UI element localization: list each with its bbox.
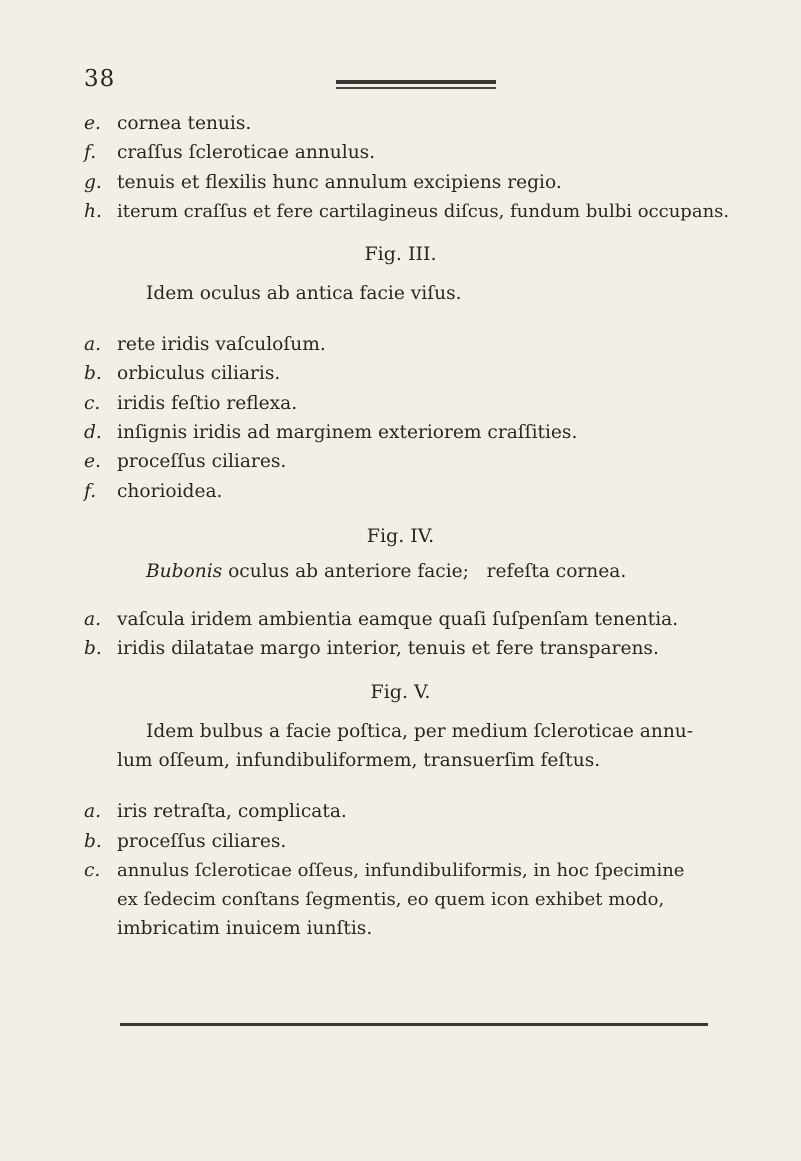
item-label: a. [84,609,101,630]
item-label: c. [84,860,101,881]
item-text: craſſus ſcleroticae annulus. [117,142,376,163]
ornament-thick-bar [336,80,496,84]
item-label: g. [84,172,102,193]
item-text: iris retraſta, complicata. [117,801,347,822]
ornament-thin-bar [336,87,496,89]
bottom-rule [120,1023,708,1026]
item-text: cornea tenuis. [117,113,252,134]
fig3-title: Fig. III. [364,243,437,265]
item-text: proceſſus ciliares. [117,831,287,852]
item-label: h. [84,201,102,222]
item-text: iridis feſtio reflexa. [117,393,298,414]
item-text: tenuis et flexilis hunc annulum excipiens regio. [117,172,562,193]
fig4-description [146,560,626,584]
item-text: annulus ſcleroticae oſſeus, infundibuliformis, in hoc ſpecimine [117,860,685,881]
item-text: vaſcula iridem ambientia eamque quaſi ſuſpenſam tenentia. [117,609,679,630]
fig3-description: Idem oculus ab antica facie viſus. [146,283,462,304]
item-text: proceſſus ciliares. [117,451,287,472]
item-label: f. [84,142,97,163]
fig4-description-rest: oculus ab anteriore facie; refeſta cornea. [222,561,627,582]
fig5-description-line2: lum oſſeum, infundibuliformem, transuerſim feſtus. [117,750,601,771]
item-text: iterum craſſus et fere cartilagineus diſcus, fundum bulbi occupans. [117,201,730,222]
header-ornament-rule [336,80,496,90]
item-label: f. [84,481,97,502]
fig5-continuation-line1: ex ſedecim conſtans ſegmentis, eo quem icon exhibet modo, [117,889,665,910]
fig5-title: Fig. V. [370,681,431,703]
item-text: inſignis iridis ad marginem exteriorem craſſities. [117,422,578,443]
page-number: 38 [84,66,116,92]
item-label: e. [84,113,101,134]
item-text: rete iridis vaſculoſum. [117,334,326,355]
fig4-description-italic: Bubonis [146,561,223,582]
item-text: iridis dilatatae margo interior, tenuis et fere transparens. [117,638,659,659]
item-label: a. [84,334,101,355]
item-label: b. [84,831,102,852]
fig5-continuation-line2: imbricatim inuicem iunſtis. [117,918,373,939]
item-text: chorioidea. [117,481,223,502]
item-label: d. [84,422,102,443]
item-text: orbiculus ciliaris. [117,363,281,384]
fig5-description-line1: Idem bulbus a facie poſtica, per medium ſcleroticae annu- [146,721,694,742]
item-label: e. [84,451,101,472]
item-label: b. [84,363,102,384]
item-label: b. [84,638,102,659]
item-label: c. [84,393,101,414]
fig4-title: Fig. IV. [366,525,435,547]
item-label: a. [84,801,101,822]
